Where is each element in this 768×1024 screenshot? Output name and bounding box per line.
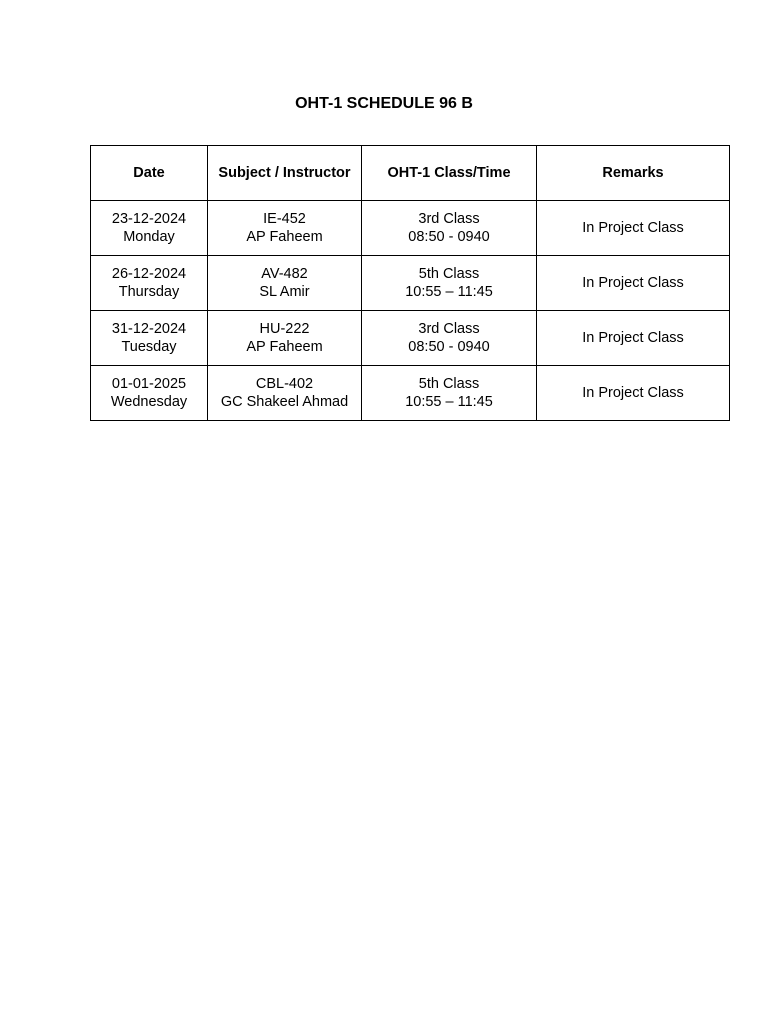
- instructor-name: AP Faheem: [246, 339, 323, 355]
- day-value: Monday: [123, 229, 175, 245]
- table-row: [91, 366, 730, 421]
- time-range: 10:55 – 11:45: [405, 394, 493, 410]
- class-time-cell: [362, 256, 537, 311]
- subject-cell: [208, 366, 362, 421]
- date-value: 26-12-2024: [111, 266, 187, 282]
- remarks-cell: In Project Class: [537, 201, 730, 256]
- subject-cell: [208, 201, 362, 256]
- header-date: Date: [91, 146, 208, 201]
- class-number: 5th Class: [418, 266, 480, 282]
- date-cell: [91, 256, 208, 311]
- day-value: Tuesday: [121, 339, 177, 355]
- page-title: OHT-1 SCHEDULE 96 B: [295, 95, 473, 112]
- date-cell: [91, 311, 208, 366]
- remarks-cell: In Project Class: [537, 366, 730, 421]
- class-time-cell: [362, 366, 537, 421]
- table-header-row: [91, 146, 730, 201]
- class-number: 5th Class: [418, 376, 480, 392]
- day-value: Wednesday: [110, 394, 188, 410]
- table-row: [91, 311, 730, 366]
- schedule-table: [90, 145, 730, 421]
- subject-code: IE-452: [263, 211, 306, 227]
- date-cell: [91, 201, 208, 256]
- subject-cell: [208, 311, 362, 366]
- time-range: 08:50 - 0940: [408, 339, 490, 355]
- subject-code: HU-222: [259, 321, 310, 337]
- instructor-name: SL Amir: [259, 284, 310, 300]
- header-subject-instructor: Subject / Instructor: [208, 146, 362, 201]
- class-time-cell: [362, 201, 537, 256]
- header-remarks: Remarks: [537, 146, 730, 201]
- day-value: Thursday: [118, 284, 180, 300]
- remarks-cell: In Project Class: [537, 256, 730, 311]
- class-number: 3rd Class: [418, 211, 480, 227]
- subject-cell: [208, 256, 362, 311]
- remarks-cell: In Project Class: [537, 311, 730, 366]
- time-range: 08:50 - 0940: [408, 229, 490, 245]
- date-value: 01-01-2025: [111, 376, 187, 392]
- instructor-name: AP Faheem: [246, 229, 323, 245]
- subject-code: AV-482: [261, 266, 308, 282]
- instructor-name: GC Shakeel Ahmad: [220, 394, 349, 410]
- table-row: [91, 201, 730, 256]
- header-class-time: OHT-1 Class/Time: [362, 146, 537, 201]
- date-value: 23-12-2024: [111, 211, 187, 227]
- date-value: 31-12-2024: [111, 321, 187, 337]
- table-row: [91, 256, 730, 311]
- class-time-cell: [362, 311, 537, 366]
- date-cell: [91, 366, 208, 421]
- class-number: 3rd Class: [418, 321, 480, 337]
- time-range: 10:55 – 11:45: [405, 284, 493, 300]
- subject-code: CBL-402: [255, 376, 314, 392]
